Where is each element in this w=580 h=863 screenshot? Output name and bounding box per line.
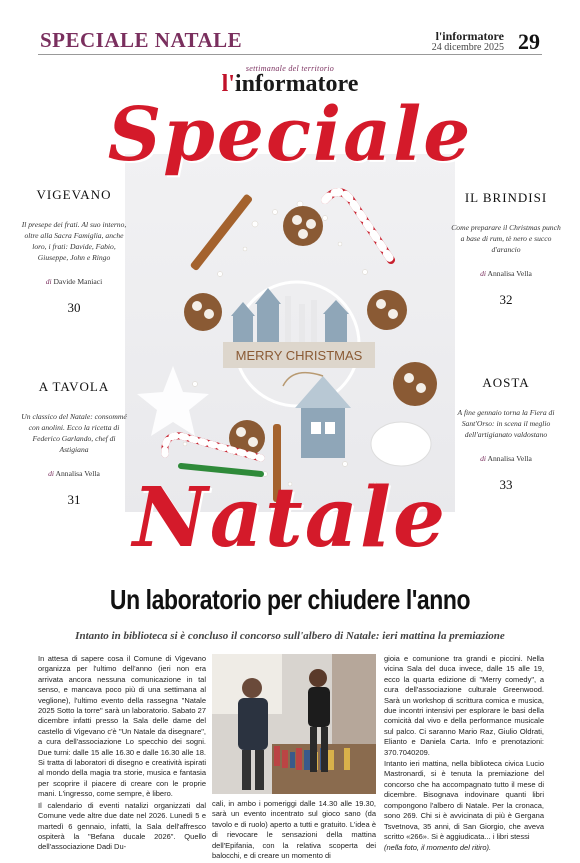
article-column-3 xyxy=(384,654,544,855)
article-headline: Un laboratorio per chiudere l'anno xyxy=(109,584,471,615)
teaser-title: A TAVOLA xyxy=(38,379,110,394)
teaser-desc: Il presepe dei frati. Al suo interno, oltre alla Sacra Famiglia, anche loro, i frati: Davide, Fabio, Giuseppe, John e Ringo xyxy=(21,220,127,262)
paragraph: gioia e comunione tra grandi e piccini. Nella vicina Sala del duca invece, dalle 15 alle 19, ecco la quarta edizione di "Merry comedy", a cura dell'associazione culturale Greenwood. Sarà un workshop di scrittura comica e musica, due incontri intensivi per esplorare le basi della comicità dal vivo e della performance musicale sul palco. Ci saranno Mario Raz, Giulio Oldrati, Elianto e Daniela Carta. Info e prenotazioni: 370.7040209. xyxy=(384,654,544,757)
teaser-desc: Un classico del Natale: consommé con anolini. Ecco la ricetta di Federico Garlando, chef di Astigiana xyxy=(21,412,127,454)
masthead xyxy=(0,64,580,95)
paragraph: Il calendario di eventi natalizi organizzati dal Comune vede altre due date nel 2026. Lunedì 5 e martedì 6 gennaio, infatti, la Sala dell'affresco ospiterà la "Befana ducale 2026". Quello dell'associazione Dadi Du- xyxy=(38,800,206,852)
teaser-page: 31 xyxy=(67,492,81,507)
teaser-page: 30 xyxy=(67,300,81,315)
library-photo-illustration xyxy=(212,654,376,794)
page-number: 29 xyxy=(518,29,540,54)
cover-title-top: Speciale xyxy=(107,92,473,178)
teaser-author: di Annalisa Vella xyxy=(480,269,532,278)
teaser-author: di Annalisa Vella xyxy=(48,469,100,478)
header-brand-block xyxy=(432,30,504,53)
masthead-tagline: settimanale del territorio xyxy=(245,64,335,73)
article-column-1 xyxy=(38,654,206,854)
masthead-logo: l'informatore xyxy=(221,71,359,97)
paragraph: In attesa di sapere cosa il Comune di Vigevano organizza per l'ultimo dell'anno (ieri non era arrivata ancora nessuna comunicazione in tal senso, e mancava poco più di una settimana al veglione), l'ultimo evento della rassegna "Natale 2025 Sotto la torre" sarà un laboratorio. Sabato 27 dicembre infatti presso la Sala delle dame del castello di Vigevano c'è "Un Natale da disegnare", a cura dell'associazione Lo specchio dei sogni. Due turni: dalle 15 alle 16.30 e dalle 16.30 alle 18. Si tratta di laboratori di disegno e creatività ispirati al mondo della magia tra storie, musica e fantasia per scoprire il piacere di creare con le proprie mani. L'ingresso, come sempre, è libero. xyxy=(38,654,206,799)
paragraph: Intanto ieri mattina, nella biblioteca civica Lucio Mastronardi, si è tenuta la premiazione del concorso che ha accompagnato tutto il mese di dicembre. Bisognava indovinare quanti libri compongono l'albero di Natale. Per la cronaca, sono 269. Chi si è avvicinata di più è Gergana Tsvetnova, 35 anni, di San Giorgio, che aveva scritto «266». Si è aggiudicata... i libri stessi xyxy=(384,759,544,841)
christmas-decor-illustration xyxy=(125,154,455,512)
teaser-tavola[interactable] xyxy=(18,379,130,508)
article-photo xyxy=(212,654,376,794)
header-date: 24 dicembre 2025 xyxy=(431,42,504,53)
teaser-author: di Annalisa Vella xyxy=(480,454,532,463)
header-divider xyxy=(38,54,542,55)
teaser-desc: A fine gennaio torna la Fiera di Sant'Orso: in scena il meglio dell'artigianato valdostano xyxy=(457,408,555,439)
article-column-2 xyxy=(212,799,376,862)
paragraph: cali, in ambo i pomeriggi dalle 14.30 alle 19.30, sarà un evento incentrato sul gioco sano (da tavolo e di ruolo) aperto a tutti e gratuito. L'idea è di rievocare le sensazioni della mattina dell'Epifania, con la relativa scoperta dei balocchi, e di creare un momento di xyxy=(212,799,376,861)
photo-caption: (nella foto, il momento del ritiro). xyxy=(384,843,492,853)
teaser-brindisi[interactable] xyxy=(450,190,562,308)
teaser-title: IL BRINDISI xyxy=(464,190,548,205)
teaser-aosta[interactable] xyxy=(450,375,562,493)
header-brand: l'informatore xyxy=(435,29,504,43)
teaser-desc: Come preparare il Christmas punch a base di rum, tè nero e succo d'arancio xyxy=(451,223,561,254)
section-title: SPECIALE NATALE xyxy=(40,28,243,52)
teaser-vigevano[interactable] xyxy=(18,187,130,316)
teaser-title: VIGEVANO xyxy=(36,187,112,202)
teaser-page: 32 xyxy=(499,292,513,307)
christmas-photo xyxy=(125,154,455,512)
cover-title-bottom: Natale xyxy=(132,470,448,566)
teaser-title: AOSTA xyxy=(482,375,530,390)
article-subhead: Intanto in biblioteca si è concluso il concorso sull'albero di Natale: ieri mattina la premiazione xyxy=(75,630,505,642)
merry-christmas-sign: MERRY CHRISTMAS xyxy=(235,348,363,363)
teaser-author: di Davide Maniaci xyxy=(45,277,103,286)
teaser-page: 33 xyxy=(499,477,513,492)
